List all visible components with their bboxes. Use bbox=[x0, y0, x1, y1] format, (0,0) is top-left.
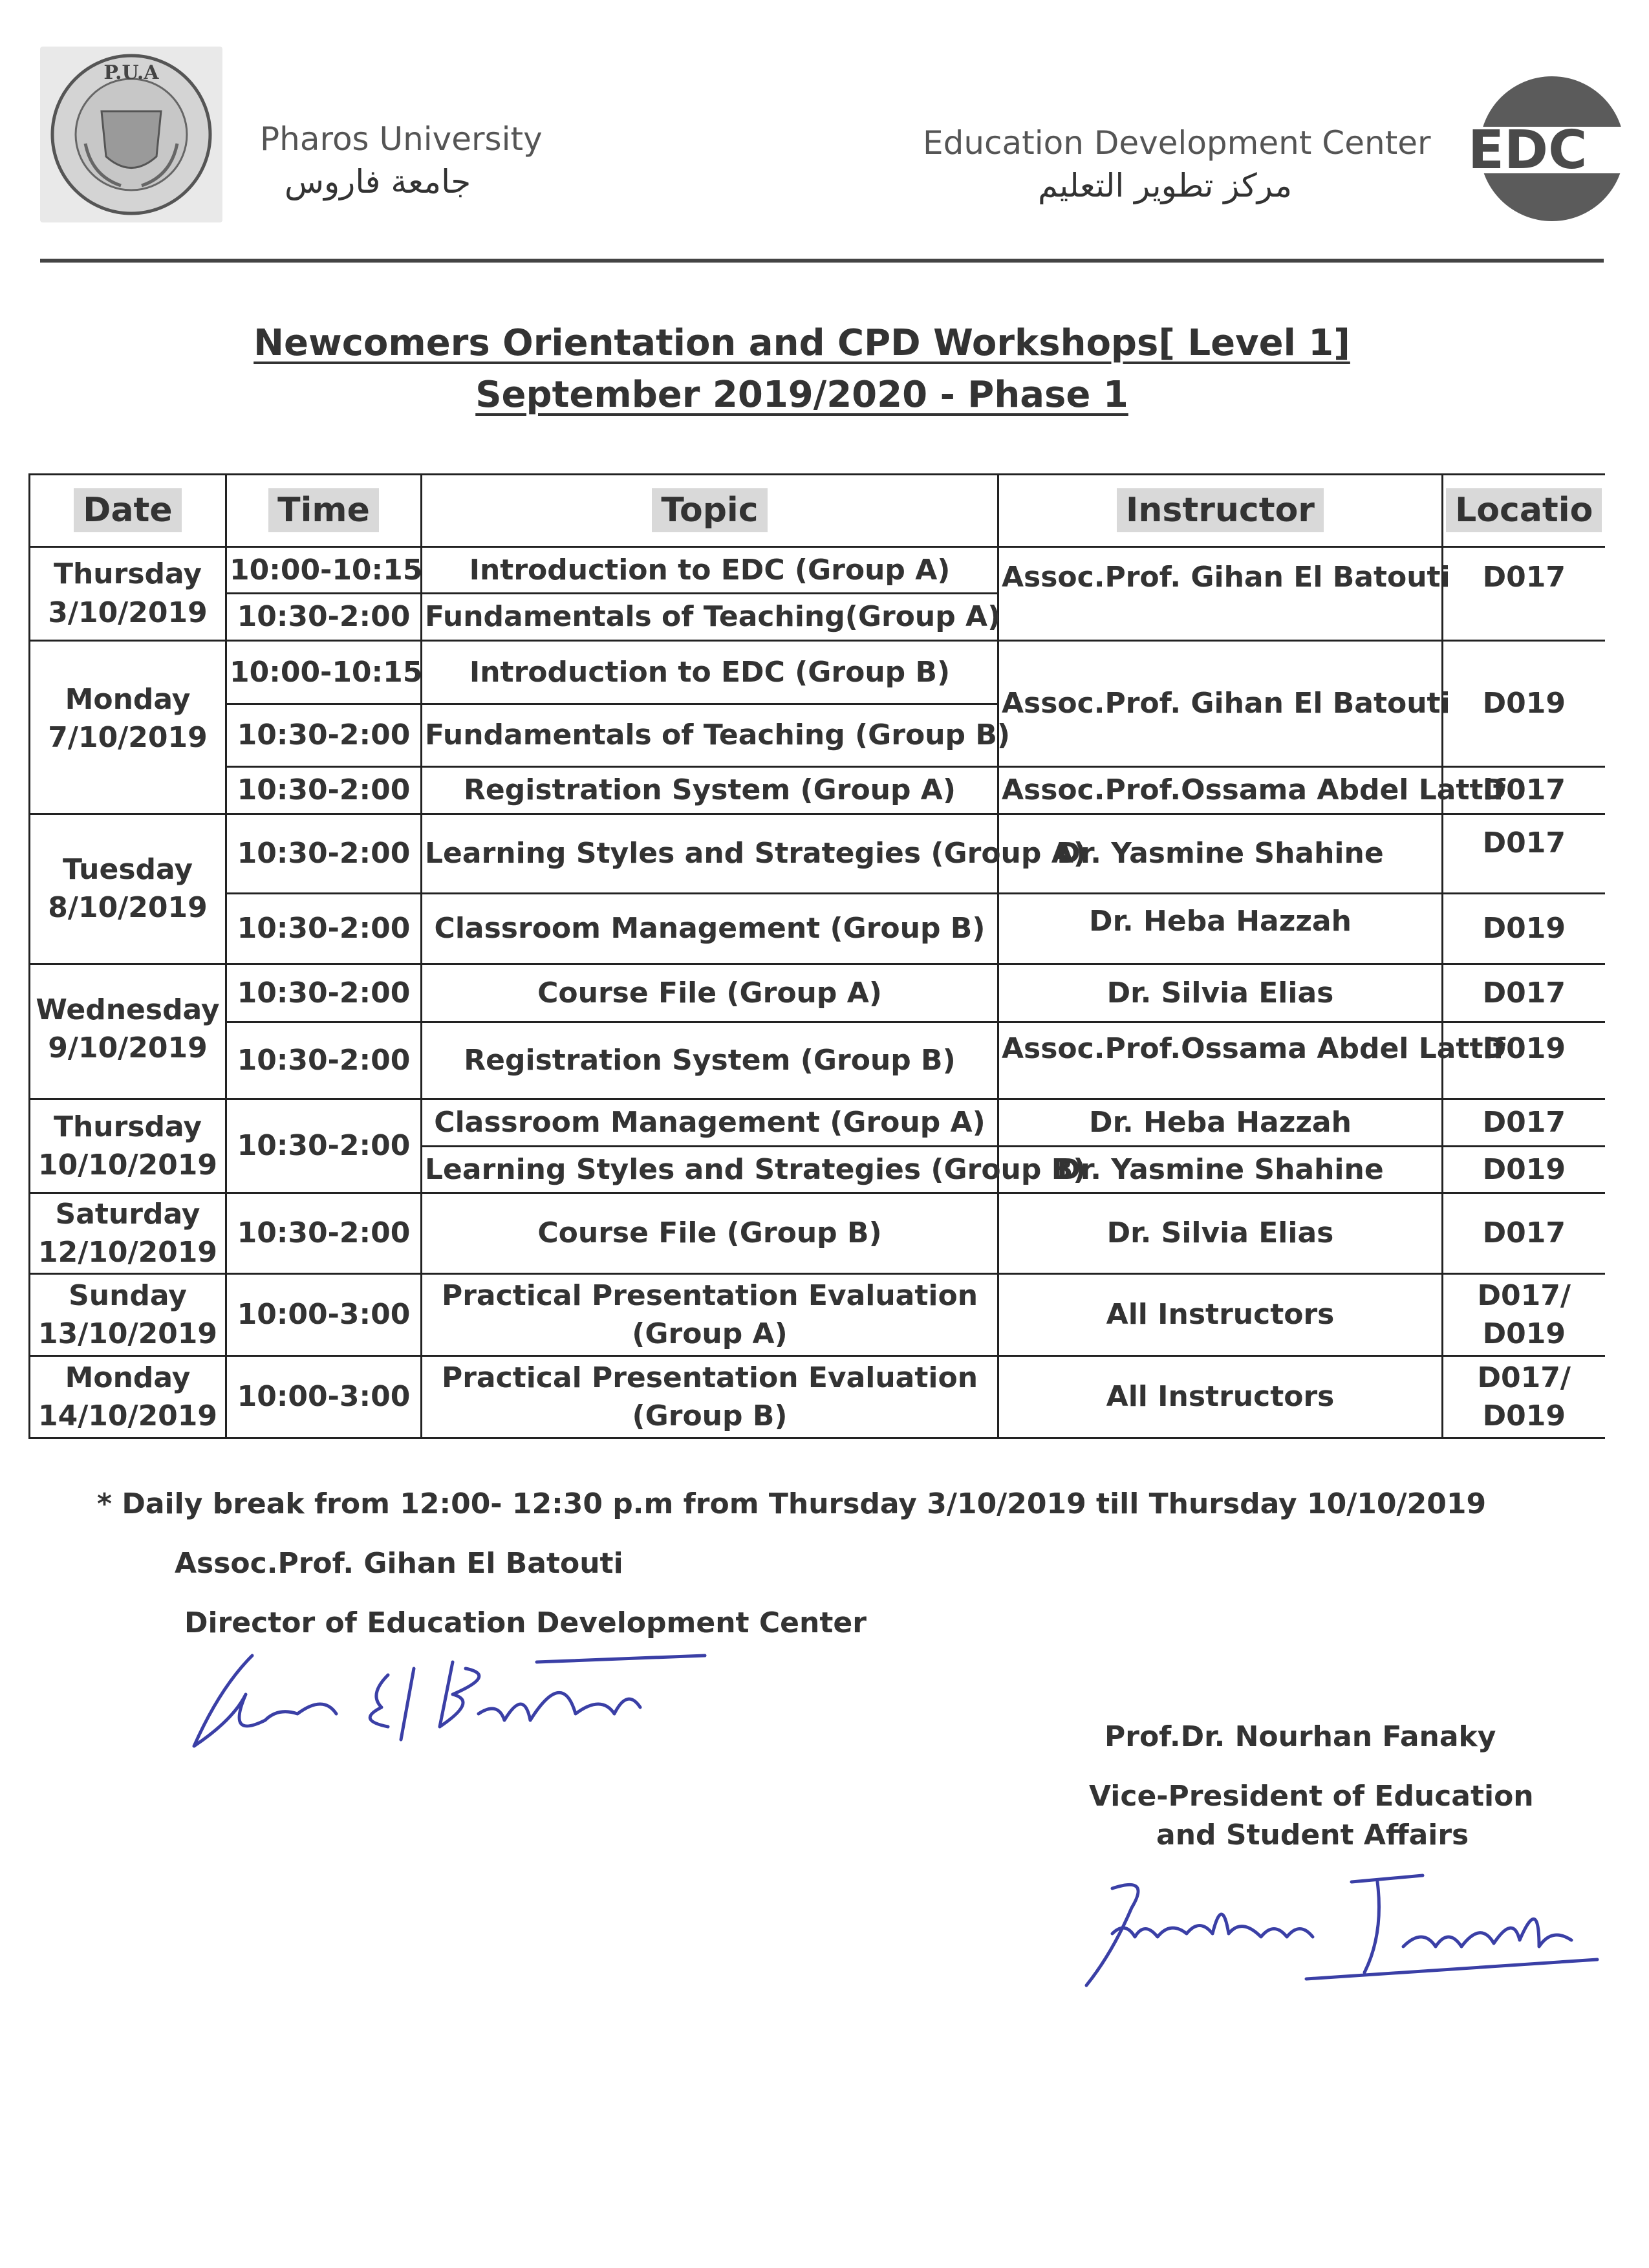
time-cell: 10:30-2:00 bbox=[226, 893, 422, 964]
date-cell: Wednesday 9/10/2019 bbox=[30, 964, 226, 1099]
header-location: Locatio bbox=[1443, 475, 1605, 547]
time-cell: 10:30-2:00 bbox=[226, 704, 422, 767]
signature-nourhan bbox=[1073, 1856, 1604, 2011]
topic-cell: Course File (Group B) bbox=[422, 1193, 998, 1274]
center-name-en: Education Development Center bbox=[923, 124, 1431, 162]
table-row bbox=[30, 893, 1605, 964]
location-cell: D017 bbox=[1443, 964, 1605, 1022]
header-instructor: Instructor bbox=[998, 475, 1443, 547]
time-cell: 10:30-2:00 bbox=[226, 1022, 422, 1099]
date-cell: Tuesday 8/10/2019 bbox=[30, 814, 226, 964]
university-name-en: Pharos University bbox=[260, 120, 543, 158]
header-date: Date bbox=[30, 475, 226, 547]
instructor-cell: Assoc.Prof.Ossama Abdel Lattif bbox=[998, 767, 1443, 814]
location-cell: D019 bbox=[1443, 640, 1605, 766]
instructor-cell: All Instructors bbox=[998, 1274, 1443, 1356]
location-cell: D017 bbox=[1443, 1099, 1605, 1147]
table-row bbox=[30, 964, 1605, 1022]
location-cell: D017 bbox=[1443, 546, 1605, 640]
document-title: Newcomers Orientation and CPD Workshops[ Level 1] bbox=[253, 322, 1350, 364]
time-cell: 10:30-2:00 bbox=[226, 1193, 422, 1274]
location-cell: D017 bbox=[1443, 814, 1605, 893]
location-cell: D019 bbox=[1443, 893, 1605, 964]
location-cell: D019 bbox=[1443, 1022, 1605, 1099]
topic-cell: Fundamentals of Teaching(Group A) bbox=[422, 594, 998, 641]
signatory2-name: Prof.Dr. Nourhan Fanaky bbox=[1105, 1720, 1496, 1753]
signature-gihan bbox=[175, 1630, 731, 1778]
document-subtitle: September 2019/2020 - Phase 1 bbox=[475, 374, 1128, 416]
svg-text:EDC: EDC bbox=[1468, 120, 1588, 181]
topic-cell: Practical Presentation Evaluation (Group A) bbox=[422, 1274, 998, 1356]
time-cell: 10:00-3:00 bbox=[226, 1274, 422, 1356]
table-row bbox=[30, 1193, 1605, 1274]
daily-break-note: * Daily break from 12:00- 12:30 p.m from Thursday 3/10/2019 till Thursday 10/10/2019 bbox=[97, 1487, 1487, 1520]
topic-cell: Learning Styles and Strategies (Group B) bbox=[422, 1146, 998, 1193]
instructor-cell: All Instructors bbox=[998, 1355, 1443, 1438]
instructor-cell: Dr. Silvia Elias bbox=[998, 964, 1443, 1022]
topic-cell: Introduction to EDC (Group A) bbox=[422, 546, 998, 594]
table-row bbox=[30, 546, 1605, 594]
signatory1-title: Director of Education Development Center bbox=[184, 1606, 867, 1639]
signatory2-title-line2: and Student Affairs bbox=[1156, 1819, 1469, 1852]
table-row bbox=[30, 1274, 1605, 1356]
topic-cell: Classroom Management (Group A) bbox=[422, 1099, 998, 1147]
date-cell: Sunday 13/10/2019 bbox=[30, 1274, 226, 1356]
university-name-ar: جامعة فاروس bbox=[285, 163, 471, 200]
topic-cell: Classroom Management (Group B) bbox=[422, 893, 998, 964]
location-cell: D017 bbox=[1443, 1193, 1605, 1274]
table-row bbox=[30, 1022, 1605, 1099]
date-cell: Thursday 10/10/2019 bbox=[30, 1099, 226, 1193]
instructor-cell: Dr. Heba Hazzah bbox=[998, 893, 1443, 964]
instructor-cell: Dr. Heba Hazzah bbox=[998, 1099, 1443, 1147]
header-topic: Topic bbox=[422, 475, 998, 547]
instructor-cell: Assoc.Prof. Gihan El Batouti bbox=[998, 640, 1443, 766]
instructor-cell: Dr. Yasmine Shahine bbox=[998, 1146, 1443, 1193]
time-cell: 10:00-10:15 bbox=[226, 546, 422, 594]
signatory2-title: Vice-President of Education bbox=[1089, 1780, 1534, 1813]
time-cell: 10:30-2:00 bbox=[226, 767, 422, 814]
svg-text:P.U.A: P.U.A bbox=[103, 61, 159, 84]
time-cell: 10:00-10:15 bbox=[226, 640, 422, 704]
date-cell: Thursday 3/10/2019 bbox=[30, 546, 226, 640]
date-cell: Monday 14/10/2019 bbox=[30, 1355, 226, 1438]
table-row bbox=[30, 814, 1605, 893]
time-cell: 10:30-2:00 bbox=[226, 1099, 422, 1193]
time-cell: 10:30-2:00 bbox=[226, 814, 422, 893]
instructor-cell: Assoc.Prof.Ossama Abdel Lattif bbox=[998, 1022, 1443, 1099]
topic-cell: Registration System (Group A) bbox=[422, 767, 998, 814]
topic-cell: Course File (Group A) bbox=[422, 964, 998, 1022]
location-cell: D017 bbox=[1443, 767, 1605, 814]
topic-cell: Fundamentals of Teaching (Group B) bbox=[422, 704, 998, 767]
time-cell: 10:30-2:00 bbox=[226, 594, 422, 641]
schedule-table bbox=[28, 473, 1605, 1439]
table-row bbox=[30, 1099, 1605, 1147]
location-cell: D019 bbox=[1443, 1146, 1605, 1193]
header-time: Time bbox=[226, 475, 422, 547]
university-seal-logo bbox=[40, 47, 222, 222]
topic-cell: Learning Styles and Strategies (Group A) bbox=[422, 814, 998, 893]
table-row bbox=[30, 1355, 1605, 1438]
time-cell: 10:00-3:00 bbox=[226, 1355, 422, 1438]
topic-cell: Practical Presentation Evaluation (Group B) bbox=[422, 1355, 998, 1438]
instructor-cell: Assoc.Prof. Gihan El Batouti bbox=[998, 546, 1443, 640]
location-cell: D017/ D019 bbox=[1443, 1274, 1605, 1356]
date-cell: Monday 7/10/2019 bbox=[30, 640, 226, 814]
instructor-cell: Dr. Silvia Elias bbox=[998, 1193, 1443, 1274]
table-row bbox=[30, 767, 1605, 814]
table-header-row bbox=[30, 475, 1605, 547]
center-name-ar: مركز تطوير التعليم bbox=[1038, 167, 1293, 204]
edc-logo bbox=[1455, 71, 1604, 226]
date-cell: Saturday 12/10/2019 bbox=[30, 1193, 226, 1274]
location-cell: D017/ D019 bbox=[1443, 1355, 1605, 1438]
topic-cell: Introduction to EDC (Group B) bbox=[422, 640, 998, 704]
table-row bbox=[30, 640, 1605, 704]
time-cell: 10:30-2:00 bbox=[226, 964, 422, 1022]
header-divider bbox=[40, 259, 1604, 263]
signatory1-name: Assoc.Prof. Gihan El Batouti bbox=[175, 1547, 623, 1580]
instructor-cell: Dr. Yasmine Shahine bbox=[998, 814, 1443, 893]
topic-cell: Registration System (Group B) bbox=[422, 1022, 998, 1099]
